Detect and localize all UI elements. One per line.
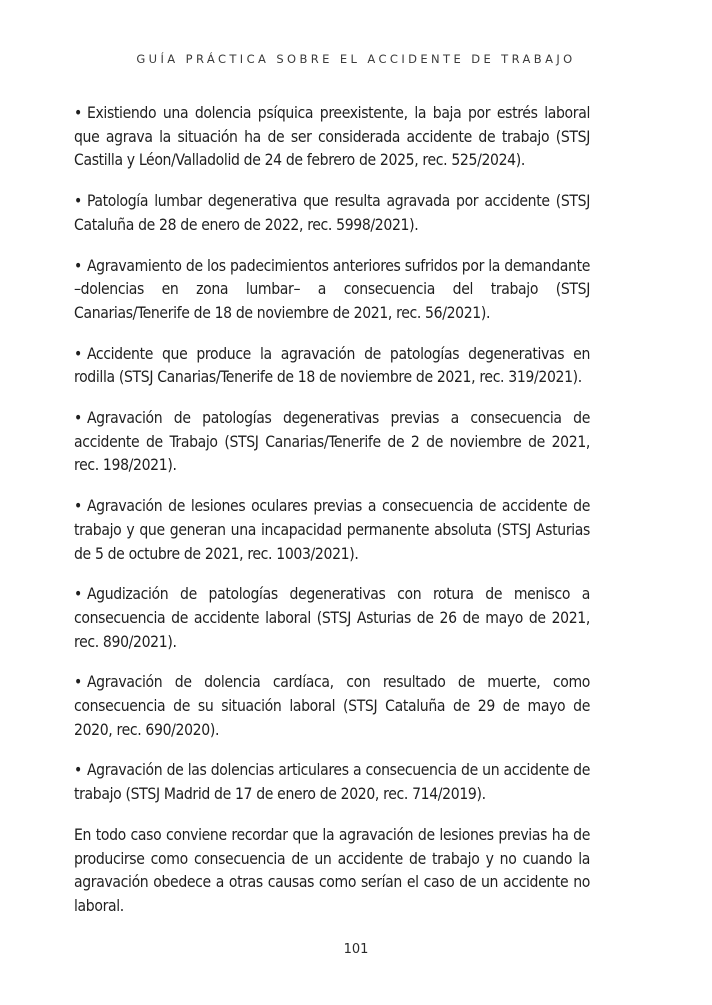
list-item: • Agravamiento de los padecimientos anteriores sufridos por la demandante –dolencias en zona lumbar– a consecuencia del trabajo (STSJ Canarias/Tenerife de 18 de noviembre de 2021, rec. 56/2021). xyxy=(74,255,590,326)
list-item: • Patología lumbar degenerativa que resulta agravada por accidente (STSJ Cataluña de 28 de enero de 2022, rec. 5998/2021). xyxy=(74,190,590,237)
list-item: • Agravación de las dolencias articulares a consecuencia de un accidente de trabajo (STSJ Madrid de 17 de enero de 2020, rec. 714/2019). xyxy=(74,759,590,806)
running-header: GUÍA PRÁCTICA SOBRE EL ACCIDENTE DE TRABAJO xyxy=(136,52,576,66)
list-item: • Existiendo una dolencia psíquica preexistente, la baja por estrés laboral que agrava la situación ha de ser considerada accidente de trabajo (STSJ Castilla y Léon/Valladolid de 24 de febrero de 2025, rec. 525/2024). xyxy=(74,102,590,173)
page-number: 101 xyxy=(343,942,369,957)
list-item: • Accidente que produce la agravación de patologías degenerativas en rodilla (STSJ Canarias/Tenerife de 18 de noviembre de 2021, rec. 319/2021). xyxy=(74,343,590,390)
list-item: • Agravación de dolencia cardíaca, con resultado de muerte, como consecuencia de su situación laboral (STSJ Cataluña de 29 de mayo de 2020, rec. 690/2020). xyxy=(74,671,590,742)
list-item: • Agudización de patologías degenerativas con rotura de menisco a consecuencia de accidente laboral (STSJ Asturias de 26 de mayo de 2021, rec. 890/2021). xyxy=(74,583,590,654)
list-item: • Agravación de lesiones oculares previas a consecuencia de accidente de trabajo y que generan una incapacidad permanente absoluta (STSJ Asturias de 5 de octubre de 2021, rec. 1003/2021). xyxy=(74,495,590,566)
page-body xyxy=(74,102,590,936)
list-item: • Agravación de patologías degenerativas previas a consecuencia de accidente de Trabajo (STSJ Canarias/Tenerife de 2 de noviembre de 2021, rec. 198/2021). xyxy=(74,407,590,478)
closing-paragraph: En todo caso conviene recordar que la agravación de lesiones previas ha de producirse como consecuencia de un accidente de trabajo y no cuando la agravación obedece a otras causas como serían el caso de un accidente no laboral. xyxy=(74,825,590,915)
